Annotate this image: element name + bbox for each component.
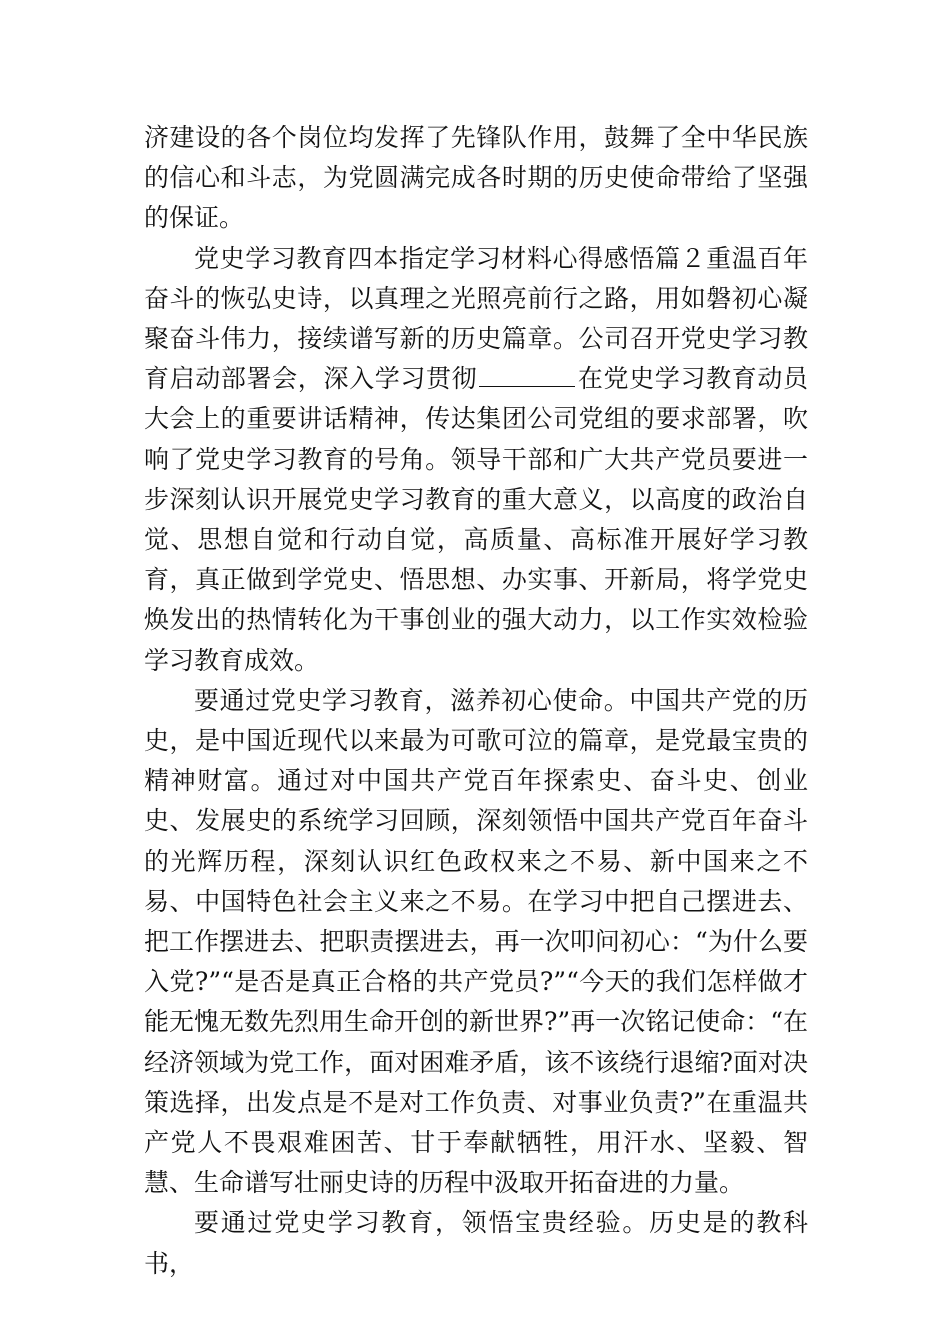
document-page bbox=[144, 118, 808, 1284]
paragraph-2-text-before: 党史学习教育四本指定学习材料心得感悟篇２重温百年奋斗的恢弘史诗，以真理之光照亮前行之路，用如磐初心凝聚奋斗伟力，接续谱写新的历史篇章。公司召开党史学习教育启动部署会，深入学习贯彻 bbox=[144, 243, 808, 394]
paragraph-2 bbox=[144, 239, 808, 681]
paragraph-4: 要通过党史学习教育，领悟宝贵经验。历史是的教科书， bbox=[144, 1208, 808, 1278]
paragraph-2-text-after: 在党史学习教育动员大会上的重要讲话精神，传达集团公司党组的要求部署，吹响了党史学习教育的号角。领导干部和广大共产党员要进一步深刻认识开展党史学习教育的重大意义，以高度的政治自觉、思想自觉和行动自觉，高质量、高标准开展好学习教育，真正做到学党史、悟思想、办实事、开新局，将学党史焕发出的热情转化为干事创业的强大动力，以工作实效检验学习教育成效。 bbox=[144, 364, 808, 675]
paragraph-1: 济建设的各个岗位均发挥了先锋队作用，鼓舞了全中华民族的信心和斗志，为党圆满完成各时期的历史使命带给了坚强的保证。 bbox=[144, 123, 808, 233]
paragraph-3: 要通过党史学习教育，滋养初心使命。中国共产党的历史，是中国近现代以来最为可歌可泣的篇章，是党最宝贵的精神财富。通过对中国共产党百年探索史、奋斗史、创业史、发展史的系统学习回顾，深刻领悟中国共产党百年奋斗的光辉历程，深刻认识红色政权来之不易、新中国来之不易、中国特色社会主义来之不易。在学习中把自己摆进去、把工作摆进去、把职责摆进去，再一次叩问初心：“为什么要入党?”“是否是真正合格的共产党员?”“今天的我们怎样做才能无愧无数先烈用生命开创的新世界?”再一次铭记使命：“在经济领域为党工作，面对困难矛盾，该不该绕行退缩?面对决策选择，出发点是不是对工作负责、对事业负责?”在重温共产党人不畏艰难困苦、甘于奉献牺牲，用汗水、坚毅、智慧、生命谱写壮丽史诗的历程中汲取开拓奋进的力量。 bbox=[144, 685, 808, 1198]
blank-underline bbox=[479, 385, 575, 387]
